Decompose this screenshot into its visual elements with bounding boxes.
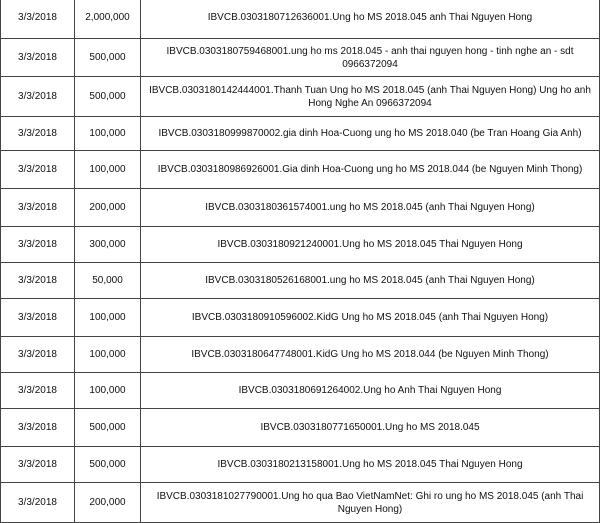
row-date: 3/3/2018	[1, 189, 75, 227]
row-amount: 100,000	[75, 299, 141, 337]
row-amount: 100,000	[75, 151, 141, 189]
row-date: 3/3/2018	[1, 0, 75, 39]
table-row	[1, 189, 600, 227]
row-amount: 500,000	[75, 447, 141, 483]
row-amount: 500,000	[75, 39, 141, 77]
table-row	[1, 77, 600, 117]
table-row	[1, 39, 600, 77]
row-date: 3/3/2018	[1, 483, 75, 523]
table-row	[1, 263, 600, 299]
row-date: 3/3/2018	[1, 337, 75, 373]
table-row	[1, 337, 600, 373]
row-description: IBVCB.0303180910596002.KidG Ung ho MS 2018.045 (anh Thai Nguyen Hong)	[141, 299, 600, 337]
row-amount: 200,000	[75, 189, 141, 227]
row-description: IBVCB.0303180759468001.ung ho ms 2018.045 - anh thai nguyen hong - tinh nghe an - sdt 0966372094	[141, 39, 600, 77]
row-amount: 500,000	[75, 77, 141, 117]
row-description: IBVCB.0303180986926001.Gia dinh Hoa-Cuong ung ho MS 2018.044 (be Nguyen Minh Thong)	[141, 151, 600, 189]
row-description: IBVCB.0303180921240001.Ung ho MS 2018.045 Thai Nguyen Hong	[141, 227, 600, 263]
table-row	[1, 447, 600, 483]
row-description: IBVCB.0303180771650001.Ung ho MS 2018.045	[141, 409, 600, 447]
row-date: 3/3/2018	[1, 117, 75, 151]
row-amount: 200,000	[75, 483, 141, 523]
table-row	[1, 373, 600, 409]
row-amount: 300,000	[75, 227, 141, 263]
row-amount: 50,000	[75, 263, 141, 299]
row-description: IBVCB.0303180647748001.KidG Ung ho MS 2018.044 (be Nguyen Minh Thong)	[141, 337, 600, 373]
table-row	[1, 227, 600, 263]
row-date: 3/3/2018	[1, 263, 75, 299]
row-description: IBVCB.0303180999870002.gia dinh Hoa-Cuong ung ho MS 2018.040 (be Tran Hoang Gia Anh)	[141, 117, 600, 151]
row-date: 3/3/2018	[1, 77, 75, 117]
table-row	[1, 151, 600, 189]
table-row	[1, 0, 600, 39]
row-description: IBVCB.0303180213158001.Ung ho MS 2018.045 Thai Nguyen Hong	[141, 447, 600, 483]
table-row	[1, 299, 600, 337]
row-date: 3/3/2018	[1, 151, 75, 189]
table-row	[1, 483, 600, 523]
table-row	[1, 409, 600, 447]
row-description: IBVCB.0303180691264002.Ung ho Anh Thai Nguyen Hong	[141, 373, 600, 409]
row-amount: 100,000	[75, 117, 141, 151]
row-description: IBVCB.0303180142444001.Thanh Tuan Ung ho MS 2018.045 (anh Thai Nguyen Hong) Ung ho anh Hong Nghe An 0966372094	[141, 77, 600, 117]
row-amount: 100,000	[75, 337, 141, 373]
row-date: 3/3/2018	[1, 447, 75, 483]
row-description: IBVCB.0303180712636001.Ung ho MS 2018.045 anh Thai Nguyen Hong	[141, 0, 600, 39]
ledger-body	[1, 0, 600, 523]
row-description: IBVCB.0303180526168001.ung ho MS 2018.045 (anh Thai Nguyen Hong)	[141, 263, 600, 299]
row-description: IBVCB.0303180361574001.ung ho MS 2018.045 (anh Thai Nguyen Hong)	[141, 189, 600, 227]
row-date: 3/3/2018	[1, 373, 75, 409]
row-date: 3/3/2018	[1, 227, 75, 263]
row-amount: 100,000	[75, 373, 141, 409]
row-date: 3/3/2018	[1, 409, 75, 447]
row-date: 3/3/2018	[1, 299, 75, 337]
row-amount: 500,000	[75, 409, 141, 447]
table-row	[1, 117, 600, 151]
row-date: 3/3/2018	[1, 39, 75, 77]
row-amount: 2,000,000	[75, 0, 141, 39]
row-description: IBVCB.0303181027790001.Ung ho qua Bao VietNamNet: Ghi ro ung ho MS 2018.045 (anh Thai Nguyen Hong)	[141, 483, 600, 523]
